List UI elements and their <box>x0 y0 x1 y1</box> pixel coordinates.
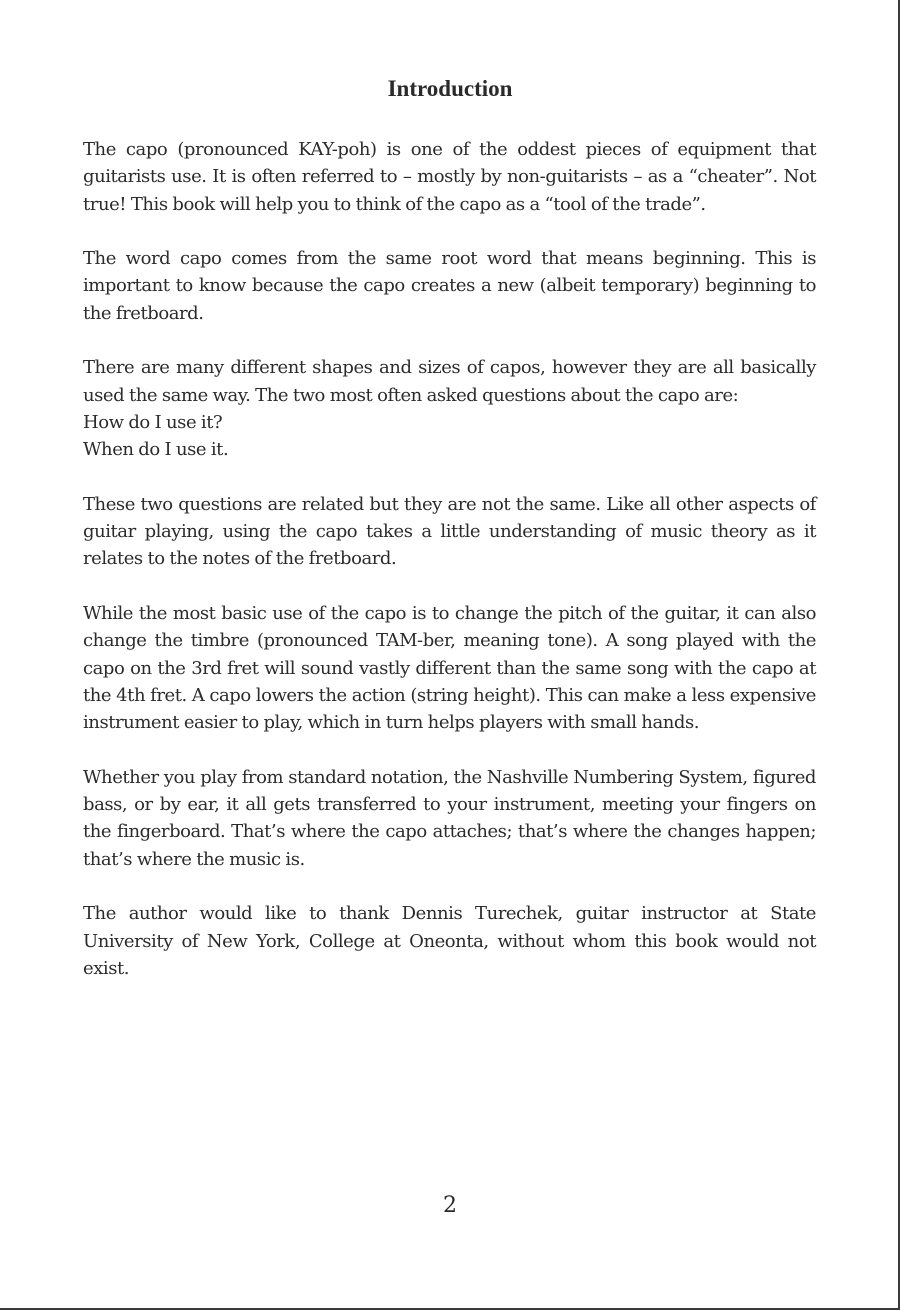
paragraph-4 <box>83 491 816 573</box>
paragraph-line: The word capo comes from the same root word that means beginning. This is important to know because the capo creates a new (albeit temporary) beginning to the fretboard. <box>83 248 816 324</box>
question-line: When do I use it. <box>83 439 229 461</box>
page-number: 2 <box>443 1193 457 1218</box>
body-text <box>83 136 816 1010</box>
paragraph-5 <box>83 600 816 736</box>
paragraph-line: While the most basic use of the capo is to change the pitch of the guitar, it can also change the timbre (pronounced TAM-ber, meaning tone). A song played with the capo on the 3rd fret will sound vastly different than the same song with the capo at the 4th fret. A capo lowers the action (string height). This can make a less expensive instrument easier to play, which in turn helps players with small hands. <box>83 603 816 734</box>
paragraph-line: The author would like to thank Dennis Turechek, guitar instructor at State University of New York, College at Oneonta, without whom this book would not exist. <box>83 903 816 979</box>
paragraph-line: The capo (pronounced KAY-poh) is one of the oddest pieces of equipment that guitarists use. It is often referred to – mostly by non-guitarists – as a “cheater”. Not true! This book will help you to think of the capo as a “tool of the trade”. <box>83 139 816 215</box>
paragraph-2 <box>83 245 816 327</box>
paragraph-line: There are many different shapes and sizes of capos, however they are all basically used the same way. The two most often asked questions about the capo are: <box>83 357 816 406</box>
question-line: How do I use it? <box>83 411 223 433</box>
paragraph-3 <box>83 354 816 463</box>
paragraph-line: These two questions are related but they are not the same. Like all other aspects of guitar playing, using the capo takes a little understanding of music theory as it relates to the notes of the fretboard. <box>83 493 816 570</box>
paragraph-6 <box>83 764 816 873</box>
paragraph-1 <box>83 136 816 218</box>
paragraph-line: Whether you play from standard notation, the Nashville Numbering System, figured bass, or by ear, it all gets transferred to your instrument, meeting your fingers on the fingerboard. That’s where the capo attaches; that’s where the changes happen; that’s where the music is. <box>83 766 816 870</box>
paragraph-7 <box>83 900 816 982</box>
page-title: Introduction <box>387 76 513 101</box>
